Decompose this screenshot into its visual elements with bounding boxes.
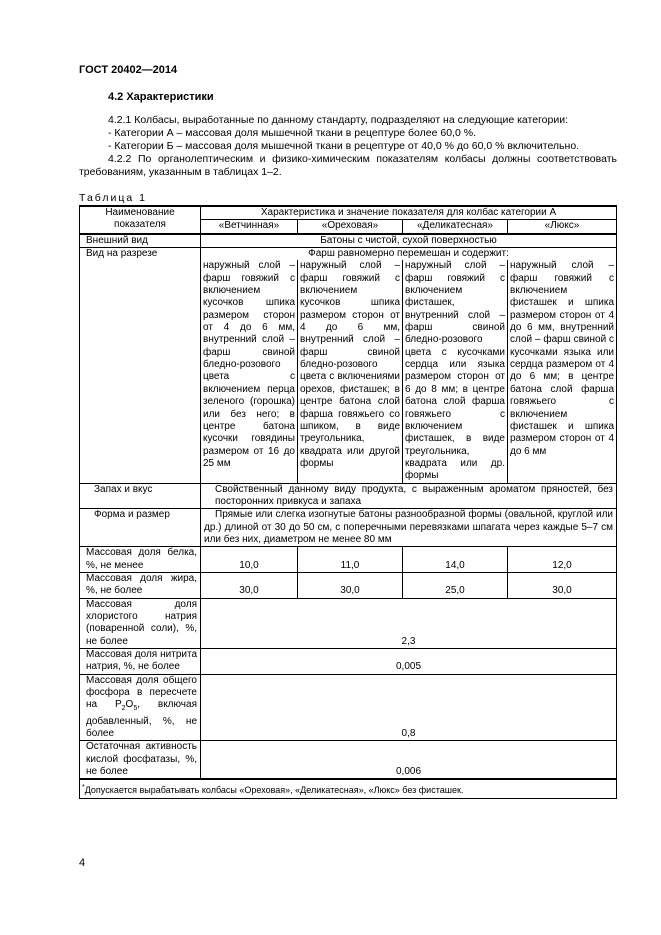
row-name-nitrite: Массовая доля нитрита натрия, %, не более (80, 649, 201, 675)
protein-delikatesnaya: 14,0 (403, 547, 508, 573)
page-number: 4 (79, 857, 86, 869)
paragraph-category-a: - Категории А – массовая доля мышечной ткани в рецептуре более 60,0 %. (108, 127, 476, 139)
row-value-smell: Свойственный данному виду продукта, с выраженным ароматом пряностей, без посторонних привкуса и запаха (201, 483, 617, 509)
row-name-fat: Массовая доля жира, %, не более (80, 572, 201, 598)
cut-desc-delikatesnaya: наружный слой – фарш говяжий с включением фисташек, внутренний слой –фарш свиной бледно-розового цвета с кусочками сердца или языка размером сторон от 6 до 8 мм; в центре батона слой фарша говяжьего с включением фисташек, в виде треугольника, квадрата или др. формы (403, 260, 508, 483)
characteristics-table (79, 205, 617, 799)
paragraph-4-2-1: 4.2.1 Колбасы, выработанные по данному стандарту, подразделяют на следующие категории: (108, 114, 569, 126)
row-name-protein: Массовая доля белка, %, не менее (80, 547, 201, 573)
header-col-orekhovaya: «Ореховая» (298, 220, 403, 234)
table-footnote: *Допускается вырабатывать колбасы «Ореховая», «Деликатесная», «Люкс» без фисташек. (80, 779, 617, 799)
table-row (80, 674, 617, 741)
row-value-cut-common: Фарш равномерно перемешан и содержит: (201, 248, 617, 261)
table-footnote-row (80, 779, 617, 799)
table-header-row (80, 206, 617, 220)
table-row (80, 741, 617, 780)
header-col-delikatesnaya: «Деликатесная» (403, 220, 508, 234)
header-name-col: Наименование показателя (80, 206, 201, 234)
table-caption: Таблица 1 (79, 192, 147, 204)
row-value-phosphatase: 0,006 (201, 741, 617, 780)
document-header: ГОСТ 20402—2014 (79, 64, 178, 76)
row-value-phosphorus: 0,8 (201, 674, 617, 741)
table-row (80, 598, 617, 648)
paragraph-4-2-2: 4.2.2 По органолептическим и физико-химическим показателям колбасы должны соответствовать требованиям, указанным в таблицах 1–2. (79, 153, 617, 178)
row-value-appearance: Батоны с чистой, сухой поверхностью (201, 234, 617, 248)
fat-lyuks: 30,0 (508, 572, 617, 598)
fat-vetchinnaya: 30,0 (201, 572, 298, 598)
table-row (80, 547, 617, 573)
cut-desc-orekhovaya: наружный слой – фарш говяжий с включением кусочков шпика размером сторон от 4 до 6 мм, внутренний слой – фарш свиной бледно-розового цвета с включениями орехов, фисташек; в центре батона слой фарша говяжьего со шпиком, в виде треугольника, квадрата или другой формы (298, 260, 403, 483)
table-row (80, 649, 617, 675)
table-row (80, 572, 617, 598)
header-col-vetchinnaya: «Ветчинная» (201, 220, 298, 234)
section-title: 4.2 Характеристики (108, 91, 214, 103)
header-col-lyuks: «Люкс» (508, 220, 617, 234)
cut-desc-lyuks: наружный слой – фарш говяжий с включением фисташек и шпика размером сторон от 4 до 6 мм, внутренний слой – фарш свиной с кусочками языка или сердца размером от 4 до 6 мм; в центре батона слой фарша говяжьего с включением фисташек и шпика размером сторон от 4 до 6 мм (508, 260, 617, 483)
row-name-phosphatase: Остаточная активность кислой фосфатазы, %, не более (80, 741, 201, 780)
protein-lyuks: 12,0 (508, 547, 617, 573)
paragraph-category-b: - Категории Б – массовая доля мышечной ткани в рецептуре от 40,0 % до 60,0 % включительно. (108, 140, 580, 152)
row-name-phosphorus: Массовая доля общего фосфора в пересчете на $P_2O_5$, включая добавленный, %, не более (80, 674, 201, 741)
row-value-salt: 2,3 (201, 598, 617, 648)
table-row (80, 234, 617, 248)
fat-delikatesnaya: 25,0 (403, 572, 508, 598)
row-name-appearance: Внешний вид (80, 234, 201, 248)
row-value-shape: Прямые или слегка изогнутые батоны разнообразной формы (овальной, круглой или др.) длиной от 30 до 50 см, с поперечными перевязками шпагата через каждые 5–7 см или без них, диаметром не менее 80 мм (201, 509, 617, 547)
row-value-nitrite: 0,005 (201, 649, 617, 675)
table-row (80, 248, 617, 261)
table-row (80, 509, 617, 547)
row-name-shape: Форма и размер (80, 509, 201, 547)
header-group: Характеристика и значение показателя для колбас категории А (201, 206, 617, 220)
fat-orekhovaya: 30,0 (298, 572, 403, 598)
cut-desc-vetchinnaya: наружный слой – фарш говяжий с включением кусочков шпика размером сторон от 4 до 6 мм, внутренний слой – фарш свиной бледно-розового цвета с включением перца зеленого (горошка) или без него; в центре батона кусочки говядины размером от 16 до 25 мм (201, 260, 298, 483)
protein-orekhovaya: 11,0 (298, 547, 403, 573)
table-row (80, 483, 617, 509)
row-name-salt: Массовая доля хлористого натрия (поваренной соли), %, не более (80, 598, 201, 648)
row-name-smell: Запах и вкус (80, 483, 201, 509)
row-name-cut: Вид на разрезе (80, 248, 201, 484)
protein-vetchinnaya: 10,0 (201, 547, 298, 573)
